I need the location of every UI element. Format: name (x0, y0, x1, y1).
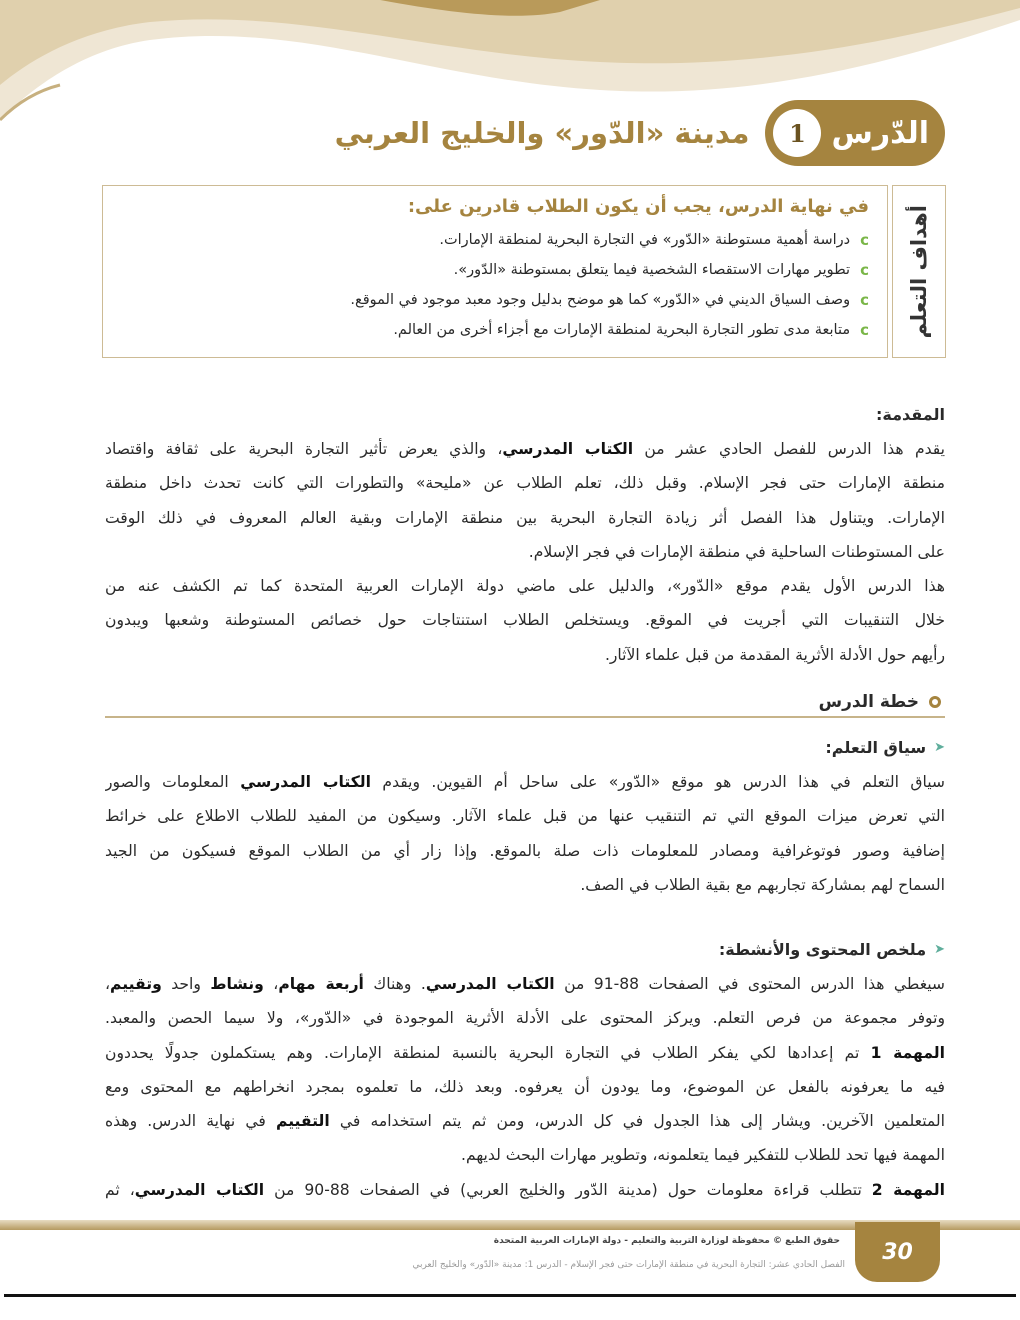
intro-body (105, 432, 945, 672)
text-line (105, 1138, 945, 1172)
objective-text: تطوير مهارات الاستقصاء الشخصية فيما يتعلق بمستوطنة «الدّور». (453, 262, 851, 278)
text-line (105, 603, 945, 637)
text-segment: سياق التعلم في هذا الدرس هو موقع «الدّور» على ساحل أم القيوين. ويقدم (371, 773, 945, 791)
context-heading-text: سياق التعلم: (825, 738, 927, 757)
text-segment: تتطلب قراءة معلومات حول (مدينة الدّور والخليج العربي) في الصفحات 88-90 من (264, 1180, 872, 1199)
text-segment: منطقة الإمارات حتى فجر الإسلام. وقبل ذلك، تعلم الطلاب عن «مليحة» والتطورات التي كانت تحدث داخل منطقة (105, 474, 945, 493)
objective-item (121, 225, 869, 255)
lesson-title-bar (335, 100, 945, 166)
copyright-text: حقوق الطبع © محفوظة لوزارة التربية والتعليم - دولة الإمارات العربية المتحدة (493, 1236, 840, 1246)
bold-text: أربعة مهام (278, 975, 364, 993)
objectives-side-text: أهداف التعلم (907, 204, 931, 339)
lesson-number: 1 (773, 109, 821, 157)
bold-text: الكتاب المدرسي (425, 975, 555, 993)
objectives-box (102, 185, 888, 358)
objectives-side-label (892, 185, 946, 358)
summary-body (105, 967, 945, 1207)
text-segment: سيغطي هذا الدرس المحتوى في الصفحات 88-91 من (554, 975, 945, 993)
context-section (105, 731, 945, 902)
text-segment: واحد (161, 975, 211, 993)
text-segment: المعلومات والصور (105, 773, 241, 791)
text-line (105, 1001, 945, 1035)
text-segment: ، والذي يعرض تأثير التجارة البحرية على ثقافة واقتصاد (105, 440, 503, 458)
text-segment: في نهاية الدرس. وهذه (105, 1112, 276, 1131)
summary-section (105, 933, 945, 1207)
text-line (105, 1104, 945, 1138)
bold-text: المهمة 1 (870, 1043, 945, 1062)
text-line (105, 535, 945, 569)
text-line (105, 1036, 945, 1070)
text-segment: وتوفر مجموعة من فرص التعلم. ويركز المحتوى على الأدلة الأثرية الموجودة في «الدّور»، ولا سيما الحصن والمعبد. (105, 1009, 945, 1028)
objectives-heading: في نهاية الدرس، يجب أن يكون الطلاب قادرين على: (407, 196, 869, 217)
text-segment: السماح لهم بمشاركة تجاربهم مع بقية الطلاب في الصف. (580, 875, 945, 894)
text-segment: ، (263, 975, 279, 993)
intro-section (105, 398, 945, 672)
text-line (105, 569, 945, 603)
text-segment: فيه ما يعرفونه بالفعل عن الموضوع، وما يودون أن يعرفوه. وبعد ذلك، ما تعلموه بمجرد انخراطهم مع المحتوى ومع (105, 1077, 945, 1096)
text-segment: المهمة فيها تحد للطلاب للتفكير فيما يتعلمونه، وتطوير مهارات البحث لديهم. (461, 1146, 945, 1165)
text-line (105, 638, 945, 672)
text-segment: . وهناك (363, 975, 426, 993)
lesson-plan-title: خطة الدرس (818, 692, 919, 712)
footer-breadcrumb: الفصل الحادي عشر: التجارة البحرية في منطقة الإمارات حتى فجر الإسلام - الدرس 1: مدينة «الدّور» والخليج العربي (412, 1260, 845, 1270)
text-line (105, 868, 945, 902)
arrow-left-icon: ➤ (934, 942, 945, 957)
bottom-border (4, 1294, 1016, 1297)
text-segment: الإمارات. ويتناول هذا الفصل أثر زيادة التجارة البحرية بين منطقة الإمارات وبقية العالم المعروف في ذلك الوقت (105, 508, 945, 527)
text-line (105, 501, 945, 535)
objective-item (121, 285, 869, 315)
objective-item (121, 255, 869, 285)
text-line (105, 799, 945, 833)
c-bullet-icon: c (860, 321, 869, 339)
text-segment: تم إعدادها لكي يفكر الطلاب في التجارة البحرية بالنسبة لمنطقة الإمارات. وهم يستكملون جدولًا يحددون (105, 1043, 871, 1062)
text-line (105, 765, 945, 799)
lesson-word: الدّرس (831, 115, 929, 151)
bold-text: وتقييم (110, 975, 162, 993)
circle-bullet-icon (929, 696, 941, 708)
bold-text: الكتاب المدرسي (134, 1180, 265, 1199)
objective-text: متابعة مدى تطور التجارة البحرية لمنطقة الإمارات مع أجزاء أخرى من العالم. (393, 322, 851, 338)
bold-text: المهمة 2 (871, 1180, 945, 1199)
context-body (105, 765, 945, 902)
text-segment: ، ثم (105, 1180, 135, 1199)
text-line (105, 834, 945, 868)
text-line (105, 432, 945, 466)
context-heading (105, 731, 945, 765)
text-segment: على المستوطنات الساحلية في منطقة الإمارات في فجر الإسلام. (528, 542, 945, 561)
objective-item (121, 315, 869, 345)
text-segment: هذا الدرس الأول يقدم موقع «الدّور»، والدليل على ماضي دولة الإمارات العربية المتحدة كما تم الكشف عنه من (105, 577, 945, 596)
text-segment: إضافية وصور فوتوغرافية ومصادر للمعلومات ذات صلة بالموقع. وإذا زار أي من الطلاب الموقع فسيكون من الجيد (105, 841, 945, 860)
text-segment: المتعلمين الآخرين. ويشار إلى هذا الجدول في كل الدرس، ومن ثم يتم استخدامه في (329, 1112, 945, 1131)
page-number: 30 (855, 1222, 940, 1282)
text-segment: رأيهم حول الأدلة الأثرية المقدمة من قبل علماء الآثار. (604, 645, 945, 664)
lesson-plan-heading (105, 688, 945, 718)
c-bullet-icon: c (860, 291, 869, 309)
bold-text: التقييم (275, 1112, 330, 1131)
lesson-badge (765, 100, 945, 166)
lesson-title: مدينة «الدّور» والخليج العربي (334, 116, 750, 150)
text-line (105, 1070, 945, 1104)
text-line (105, 1173, 945, 1207)
objective-text: وصف السياق الديني في «الدّور» كما هو موضح بدليل وجود معبد موجود في الموقع. (350, 292, 851, 308)
objectives-list (121, 225, 869, 345)
text-segment: التي تعرض ميزات الموقع التي تم التنقيب عنها من قبل علماء الآثار. وسيكون من المفيد للطلاب الاطلاع على خرائط (105, 807, 945, 826)
text-segment: خلال التنقيبات التي أجريت في الموقع. ويستخلص الطلاب استنتاجات حول خصائص المستوطنة وشعبها ويبدون (105, 611, 945, 630)
text-line (105, 967, 945, 1001)
text-segment: يقدم هذا الدرس للفصل الحادي عشر من (633, 440, 945, 458)
objective-text: دراسة أهمية مستوطنة «الدّور» في التجارة البحرية لمنطقة الإمارات. (439, 232, 851, 248)
c-bullet-icon: c (860, 261, 869, 279)
bold-text: الكتاب المدرسي (240, 773, 371, 791)
intro-heading: المقدمة: (876, 405, 945, 424)
summary-heading (105, 933, 945, 967)
bold-text: ونشاط (210, 975, 264, 993)
bold-text: الكتاب المدرسي (502, 440, 634, 458)
c-bullet-icon: c (860, 231, 869, 249)
arrow-left-icon: ➤ (934, 740, 945, 755)
text-segment: ، (105, 975, 111, 993)
summary-heading-text: ملخص المحتوى والأنشطة: (718, 940, 927, 959)
text-line (105, 466, 945, 500)
